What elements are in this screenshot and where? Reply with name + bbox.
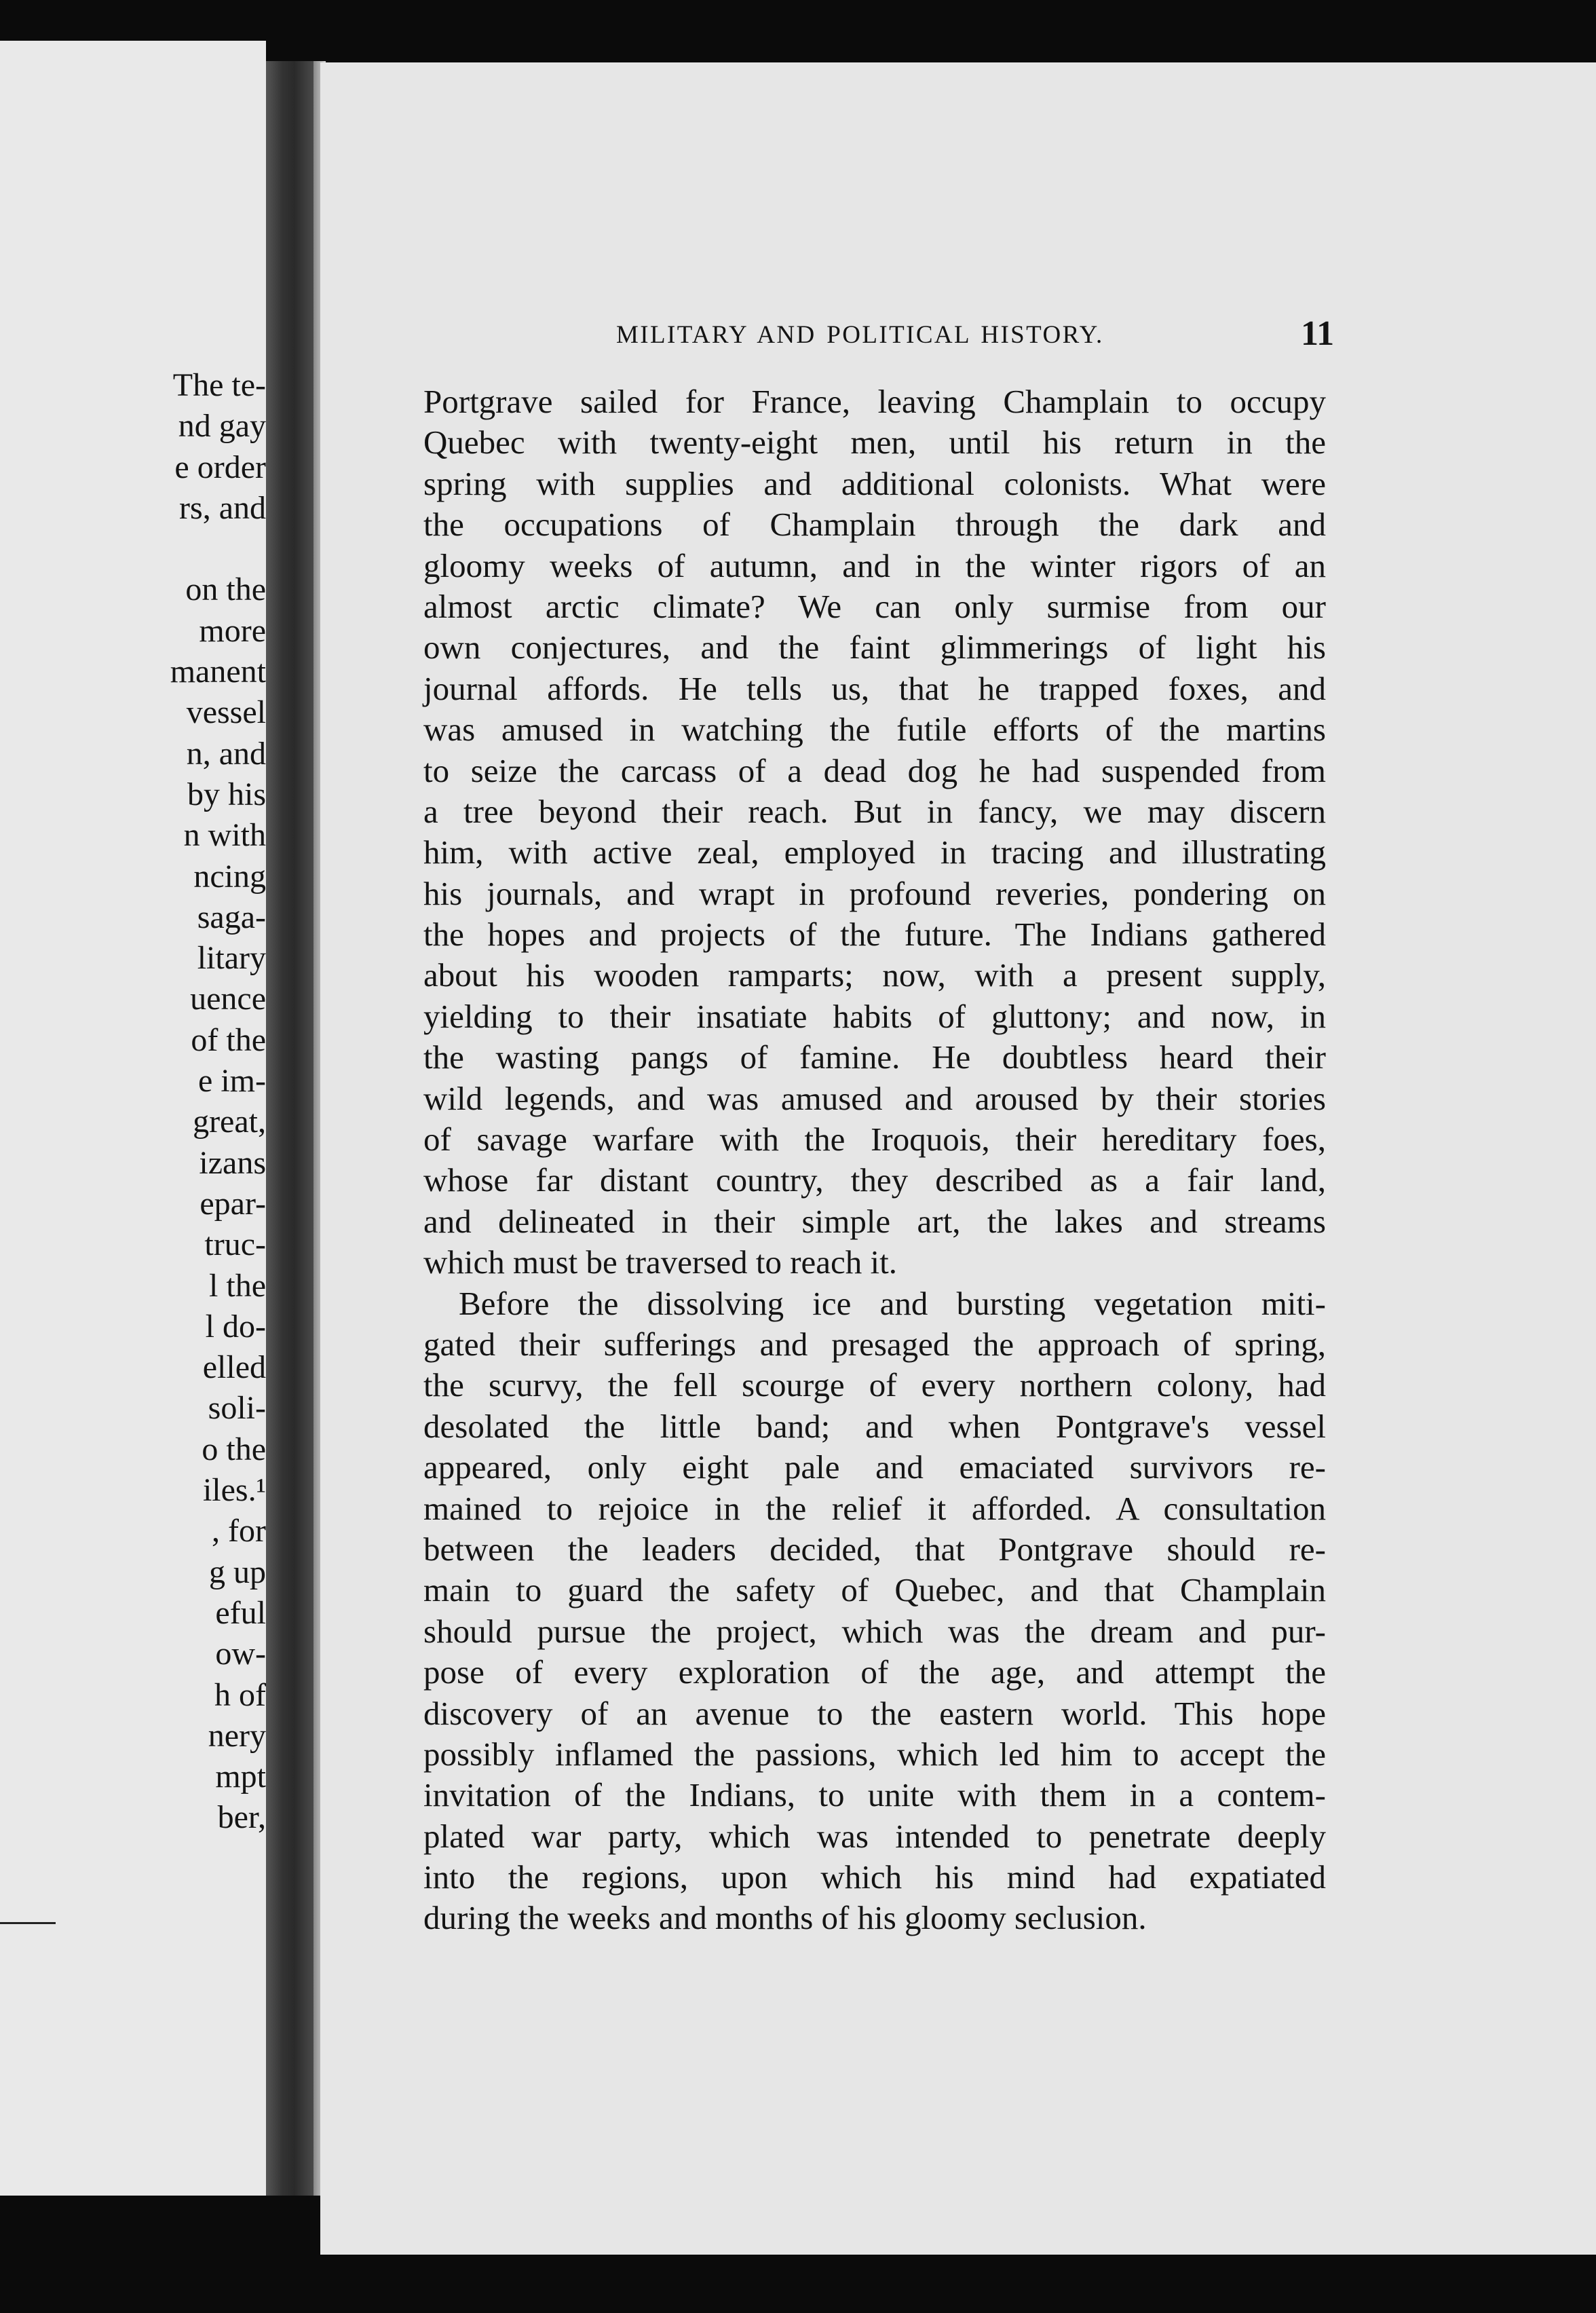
facing-page-line: soli-	[208, 1390, 266, 1427]
paragraph-2	[423, 1283, 1326, 1939]
text-line: the wasting pangs of famine. He doubtless heard their	[423, 1038, 1326, 1076]
text-line: pose of every exploration of the age, and attempt the	[423, 1653, 1326, 1691]
facing-page-line: manent	[170, 654, 266, 690]
text-line: the scurvy, the fell scourge of every northern colony, had	[423, 1366, 1326, 1404]
facing-page-line: ncing	[193, 858, 266, 895]
facing-page-line: elled	[202, 1349, 266, 1386]
facing-page-line: epar-	[200, 1185, 266, 1222]
text-line: a tree beyond their reach. But in fancy, we may discern	[423, 792, 1326, 830]
facing-page-line: l do-	[205, 1308, 266, 1344]
text-line: spring with supplies and additional colonists. What were	[423, 464, 1326, 502]
facing-page-line: on the	[185, 571, 266, 608]
text-line: the hopes and projects of the future. The Indians gathered	[423, 916, 1326, 954]
facing-page-line: litary	[197, 940, 266, 977]
text-line: journal affords. He tells us, that he trapped foxes, and	[423, 669, 1326, 707]
running-head: MILITARY AND POLITICAL HISTORY.	[616, 321, 1104, 349]
facing-page-line: e order	[174, 449, 266, 485]
text-line: own conjectures, and the faint glimmerings of light his	[423, 628, 1326, 666]
text-line: appeared, only eight pale and emaciated survivors re-	[423, 1448, 1326, 1486]
text-line: to seize the carcass of a dead dog he had suspended from	[423, 751, 1326, 789]
text-line: discovery of an avenue to the eastern world. This hope	[423, 1694, 1326, 1732]
facing-page-line: mpt	[215, 1759, 266, 1795]
facing-page-line	[170, 529, 266, 569]
text-line: plated war party, which was intended to penetrate deeply	[423, 1817, 1326, 1855]
text-line: was amused in watching the futile efforts of the martins	[423, 711, 1326, 749]
text-line: his journals, and wrapt in profound reveries, pondering on	[423, 874, 1326, 912]
text-line: gloomy weeks of autumn, and in the winter rigors of an	[423, 546, 1326, 584]
page-number: 11	[1301, 314, 1335, 353]
body-text	[423, 381, 1326, 1939]
footnote-rule	[0, 1922, 56, 1924]
text-line: mained to rejoice in the relief it afforded. A consultation	[423, 1489, 1326, 1527]
text-line: during the weeks and months of his gloomy seclusion.	[423, 1899, 1147, 1937]
paragraph-1	[423, 381, 1326, 1283]
facing-page-line: n, and	[186, 735, 266, 772]
text-line: gated their sufferings and presaged the approach of spring,	[423, 1325, 1326, 1363]
text-line: into the regions, upon which his mind had expatiated	[423, 1858, 1326, 1896]
facing-page-line: , for	[212, 1513, 266, 1549]
facing-page-line: izans	[199, 1144, 266, 1181]
facing-page-line: nd gay	[178, 408, 266, 445]
text-line: Before the dissolving ice and bursting vegetation miti-	[459, 1284, 1326, 1322]
book-page	[320, 62, 1596, 2255]
text-line: wild legends, and was amused and aroused by their stories	[423, 1079, 1326, 1117]
facing-page-line: by his	[187, 776, 266, 812]
facing-page-fragment	[0, 41, 266, 2196]
facing-page-line: truc-	[204, 1226, 266, 1263]
text-line: Portgrave sailed for France, leaving Champlain to occupy	[423, 383, 1326, 420]
facing-page-line: uence	[190, 981, 266, 1017]
text-line: almost arctic climate? We can only surmise from our	[423, 587, 1326, 625]
facing-page-line: nery	[208, 1717, 266, 1754]
facing-page-line: rs, and	[179, 489, 266, 526]
text-line: about his wooden ramparts; now, with a present supply,	[423, 956, 1326, 994]
facing-page-line: e im-	[198, 1063, 266, 1099]
text-line: whose far distant country, they described as a fair land,	[423, 1161, 1326, 1199]
book-gutter	[266, 61, 314, 2196]
facing-page-line: l the	[209, 1267, 266, 1304]
text-line: which must be traversed to reach it.	[423, 1243, 898, 1281]
facing-page-line: vessel	[186, 694, 266, 731]
text-line: between the leaders decided, that Pontgrave should re-	[423, 1530, 1326, 1568]
text-line: possibly inflamed the passions, which led him to accept the	[423, 1735, 1326, 1773]
facing-page-line: saga-	[197, 899, 266, 935]
facing-page-line: The te-	[172, 367, 266, 403]
facing-page-line: h of	[214, 1676, 266, 1713]
facing-page-line: ber,	[217, 1799, 266, 1836]
facing-page-line: iles.¹	[202, 1472, 266, 1509]
text-line: yielding to their insatiate habits of gluttony; and now, in	[423, 997, 1326, 1035]
facing-page-line: more	[199, 612, 266, 649]
facing-page-line: great,	[193, 1104, 266, 1140]
facing-page-line: eful	[215, 1594, 266, 1631]
facing-page-line: n with	[183, 817, 266, 854]
facing-page-line: of the	[191, 1021, 266, 1058]
text-line: invitation of the Indians, to unite with them in a contem-	[423, 1776, 1326, 1814]
text-line: of savage warfare with the Iroquois, their hereditary foes,	[423, 1121, 1326, 1159]
facing-page-line: ow-	[215, 1636, 266, 1672]
facing-page-line: g up	[209, 1554, 266, 1590]
text-line: and delineated in their simple art, the lakes and streams	[423, 1202, 1326, 1240]
text-line: desolated the little band; and when Pontgrave's vessel	[423, 1407, 1326, 1445]
text-line: him, with active zeal, employed in tracing and illustrating	[423, 833, 1326, 871]
text-line: Quebec with twenty-eight men, until his return in the	[423, 424, 1326, 462]
text-line: the occupations of Champlain through the dark and	[423, 506, 1326, 544]
text-line: should pursue the project, which was the dream and pur-	[423, 1612, 1326, 1650]
facing-page-line: o the	[202, 1431, 266, 1467]
text-line: main to guard the safety of Quebec, and that Champlain	[423, 1571, 1326, 1609]
facing-page-text	[170, 365, 266, 1839]
